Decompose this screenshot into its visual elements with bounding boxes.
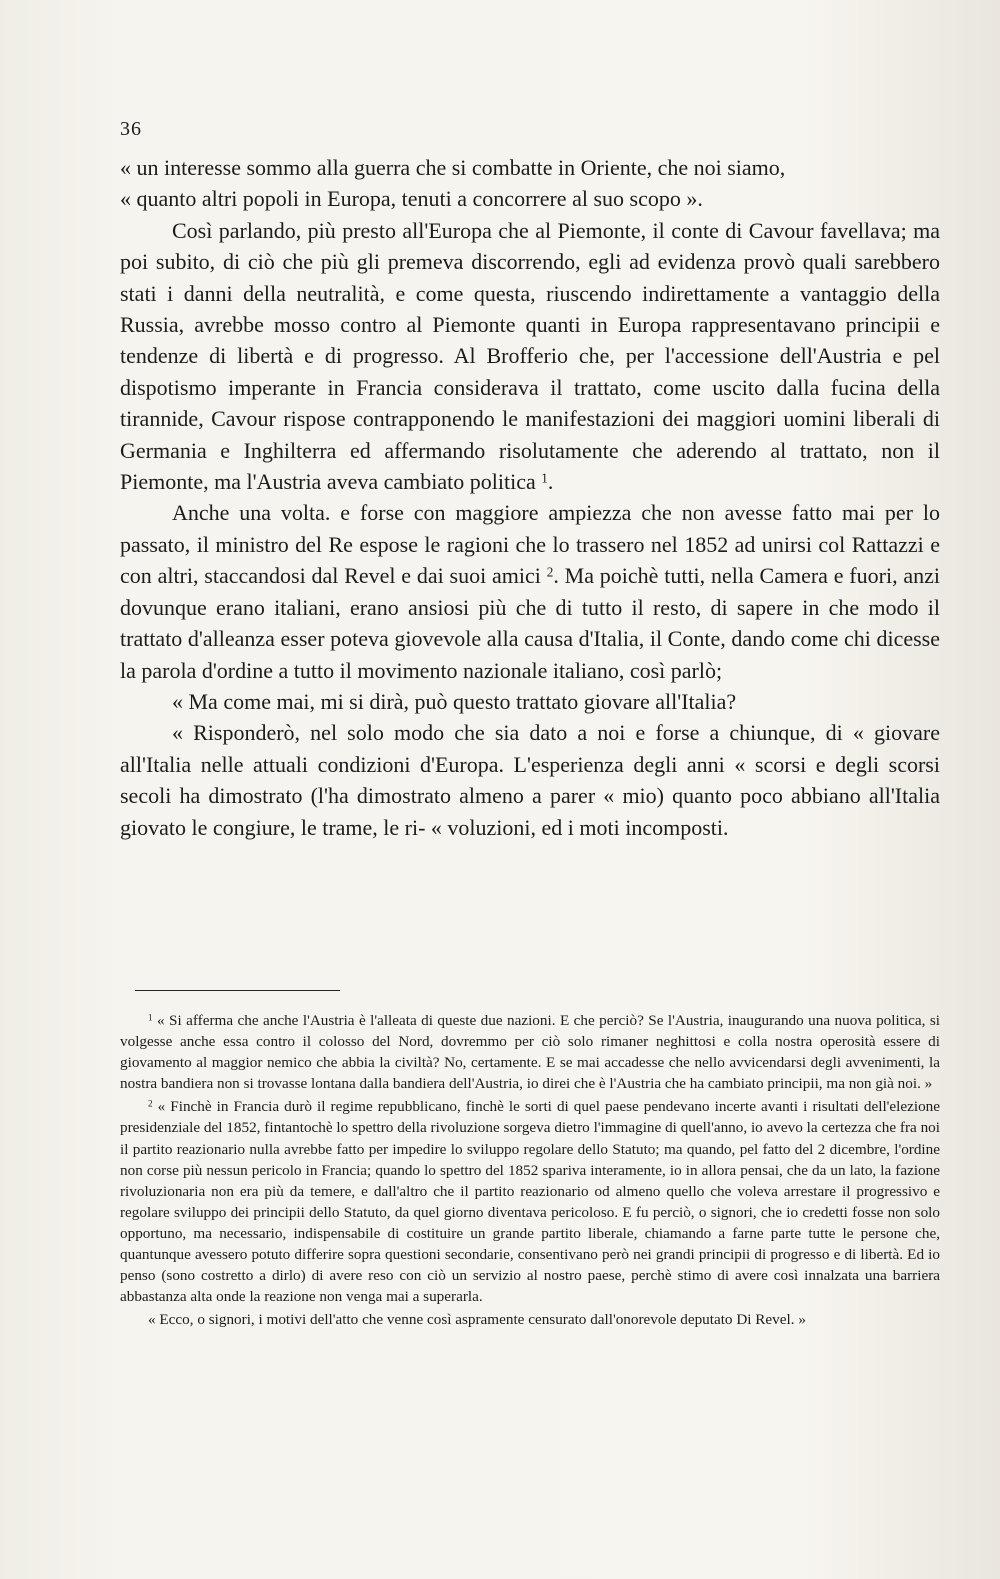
paragraph: « Ma come mai, mi si dirà, può questo trattato giovare all'Italia? — [172, 688, 737, 714]
paragraph: « Risponderò, nel solo modo che sia dato a noi e forse a chiunque, di « giovare all'Italia nelle attuali condizioni d'Europa. L'esperienza degli anni « scorsi e degli scorsi secoli ha dimostrato (l'ha dimostrato almeno a parer « mio) quanto poco abbiano all'Italia giovato le congiure, le trame, le ri- « voluzioni, ed i moti incomposti. — [120, 720, 940, 840]
punctuation: . — [553, 563, 559, 589]
footnote — [120, 1010, 940, 1094]
quote-line: « un interesse sommo alla guerra che si combatte in Oriente, che noi siamo, — [120, 155, 786, 180]
footnote-separator — [135, 990, 340, 991]
paragraph — [120, 215, 940, 498]
footnote-text: « Ecco, o signori, i motivi dell'atto che venne così aspramente censurato dall'onorevole deputato Di Revel. » — [148, 1311, 806, 1329]
paragraph-text: Ma poichè tutti, nella Camera e fuori, anzi dovunque erano italiani, erano ansiosi più che di tutto il resto, di sapere in che modo il trattato d'alleanza esser poteva giovevole alla causa d'Italia, il Conte, dando come chi dicesse la parola d'ordine a tutto il movimento nazionale italiano, così parlò; — [120, 563, 941, 683]
paragraph-text: Anche una volta. e forse con maggiore ampiezza che non avesse fatto mai per lo passato, il ministro del Re espose le ragioni che lo trassero nel 1852 ad unirsi col Rattazzi e con altri, staccandosi dal Revel e dai suoi amici — [120, 500, 940, 589]
footnote-reference: 2 — [546, 564, 554, 580]
page-number: 36 — [120, 118, 142, 140]
footnote — [120, 1309, 940, 1330]
footnotes — [120, 1010, 940, 1332]
footnote-reference: 1 — [541, 470, 548, 486]
footnote-text: « Si afferma che anche l'Austria è l'alleata di queste due nazioni. E che perciò? Se l'Austria, inaugurando una nuova politica, si volgesse anche essa contro il colosso del Nord, dovremmo per ciò solo rimaner neghittosi e colla nostra operosità essere di giovamento al maggior nemico che abbia la civiltà? No, certamente. E se mai accadesse che nello avvicendarsi degli avvenimenti, la nostra bandiera non si trovasse lontana dalla bandiera dell'Austria, io direi che è l'Austria che ha cambiato principii, ma non già noi. » — [120, 1012, 940, 1093]
footnote — [120, 1096, 940, 1307]
footnote-marker: 1 — [148, 1012, 153, 1023]
paragraph — [120, 497, 940, 685]
punctuation: . — [547, 469, 554, 495]
quote-line: « quanto altri popoli in Europa, tenuti a concorrere al suo scopo ». — [120, 186, 703, 212]
paragraph-text: Così parlando, più presto all'Europa che al Piemonte, il conte di Cavour favellava; ma poi subito, di ciò che più gli premeva discorrendo, egli ad evidenza provò quali sarebbero stati i danni della neutralità, e come questa, riuscendo indirettamente a vantaggio della Russia, avrebbe mosso contro al Piemonte quanti in Europa rappresentavano principii e tendenze di libertà e di progresso. Al Brofferio che, per l'accessione dell'Austria e pel dispotismo imperante in Francia considerava il trattato, come uscito dalla fucina della tirannide, Cavour rispose contrapponendo le manifestazioni dei maggiori uomini liberali di Germania e Inghilterra ed affermando risolutamente che aderendo al trattato, non il Piemonte, ma l'Austria aveva cambiato politica — [120, 217, 940, 495]
footnote-marker: 2 — [148, 1098, 153, 1109]
footnote-text: « Finchè in Francia durò il regime repubblicano, finchè le sorti di quel paese pendevano incerte avanti i risultati dell'elezione presidenziale del 1852, fintantochè lo spettro della rivoluzione sorgeva dietro l'immagine di quell'anno, io avevo la certezza che fra noi il partito reazionario nulla avrebbe fatto per impedire lo sviluppo regolare dello Statuto; ma quando, pel fatto del 2 dicembre, l'ordine non corse più nessun pericolo in Francia; quando lo spettro del 1852 spariva interamente, io in allora pensai, che da un lato, la fazione rivoluzionaria non era più da temere, e dall'altro che il partito reazionario od almeno quello che voleva arrestare il progressivo e regolare sviluppo dei principii dello Statuto, da quel giorno diventava pericoloso. E fu perciò, o signori, che io credetti fosse non solo opportuno, ma necessario, indispensabile di costituire un grande partito liberale, chiamando a farne parte tutte le persone che, quantunque avessero potuto differire sopra questioni secondarie, consentivano però nei grandi principii di progresso e di libertà. Ed io penso (sono costretto a dirlo) di avere reso con ciò un servizio al nostro paese, perchè stimo di avere così innalzata una barriera abbastanza alta onde la reazione non venga mai a superarla. — [120, 1098, 940, 1306]
main-text — [120, 152, 940, 843]
